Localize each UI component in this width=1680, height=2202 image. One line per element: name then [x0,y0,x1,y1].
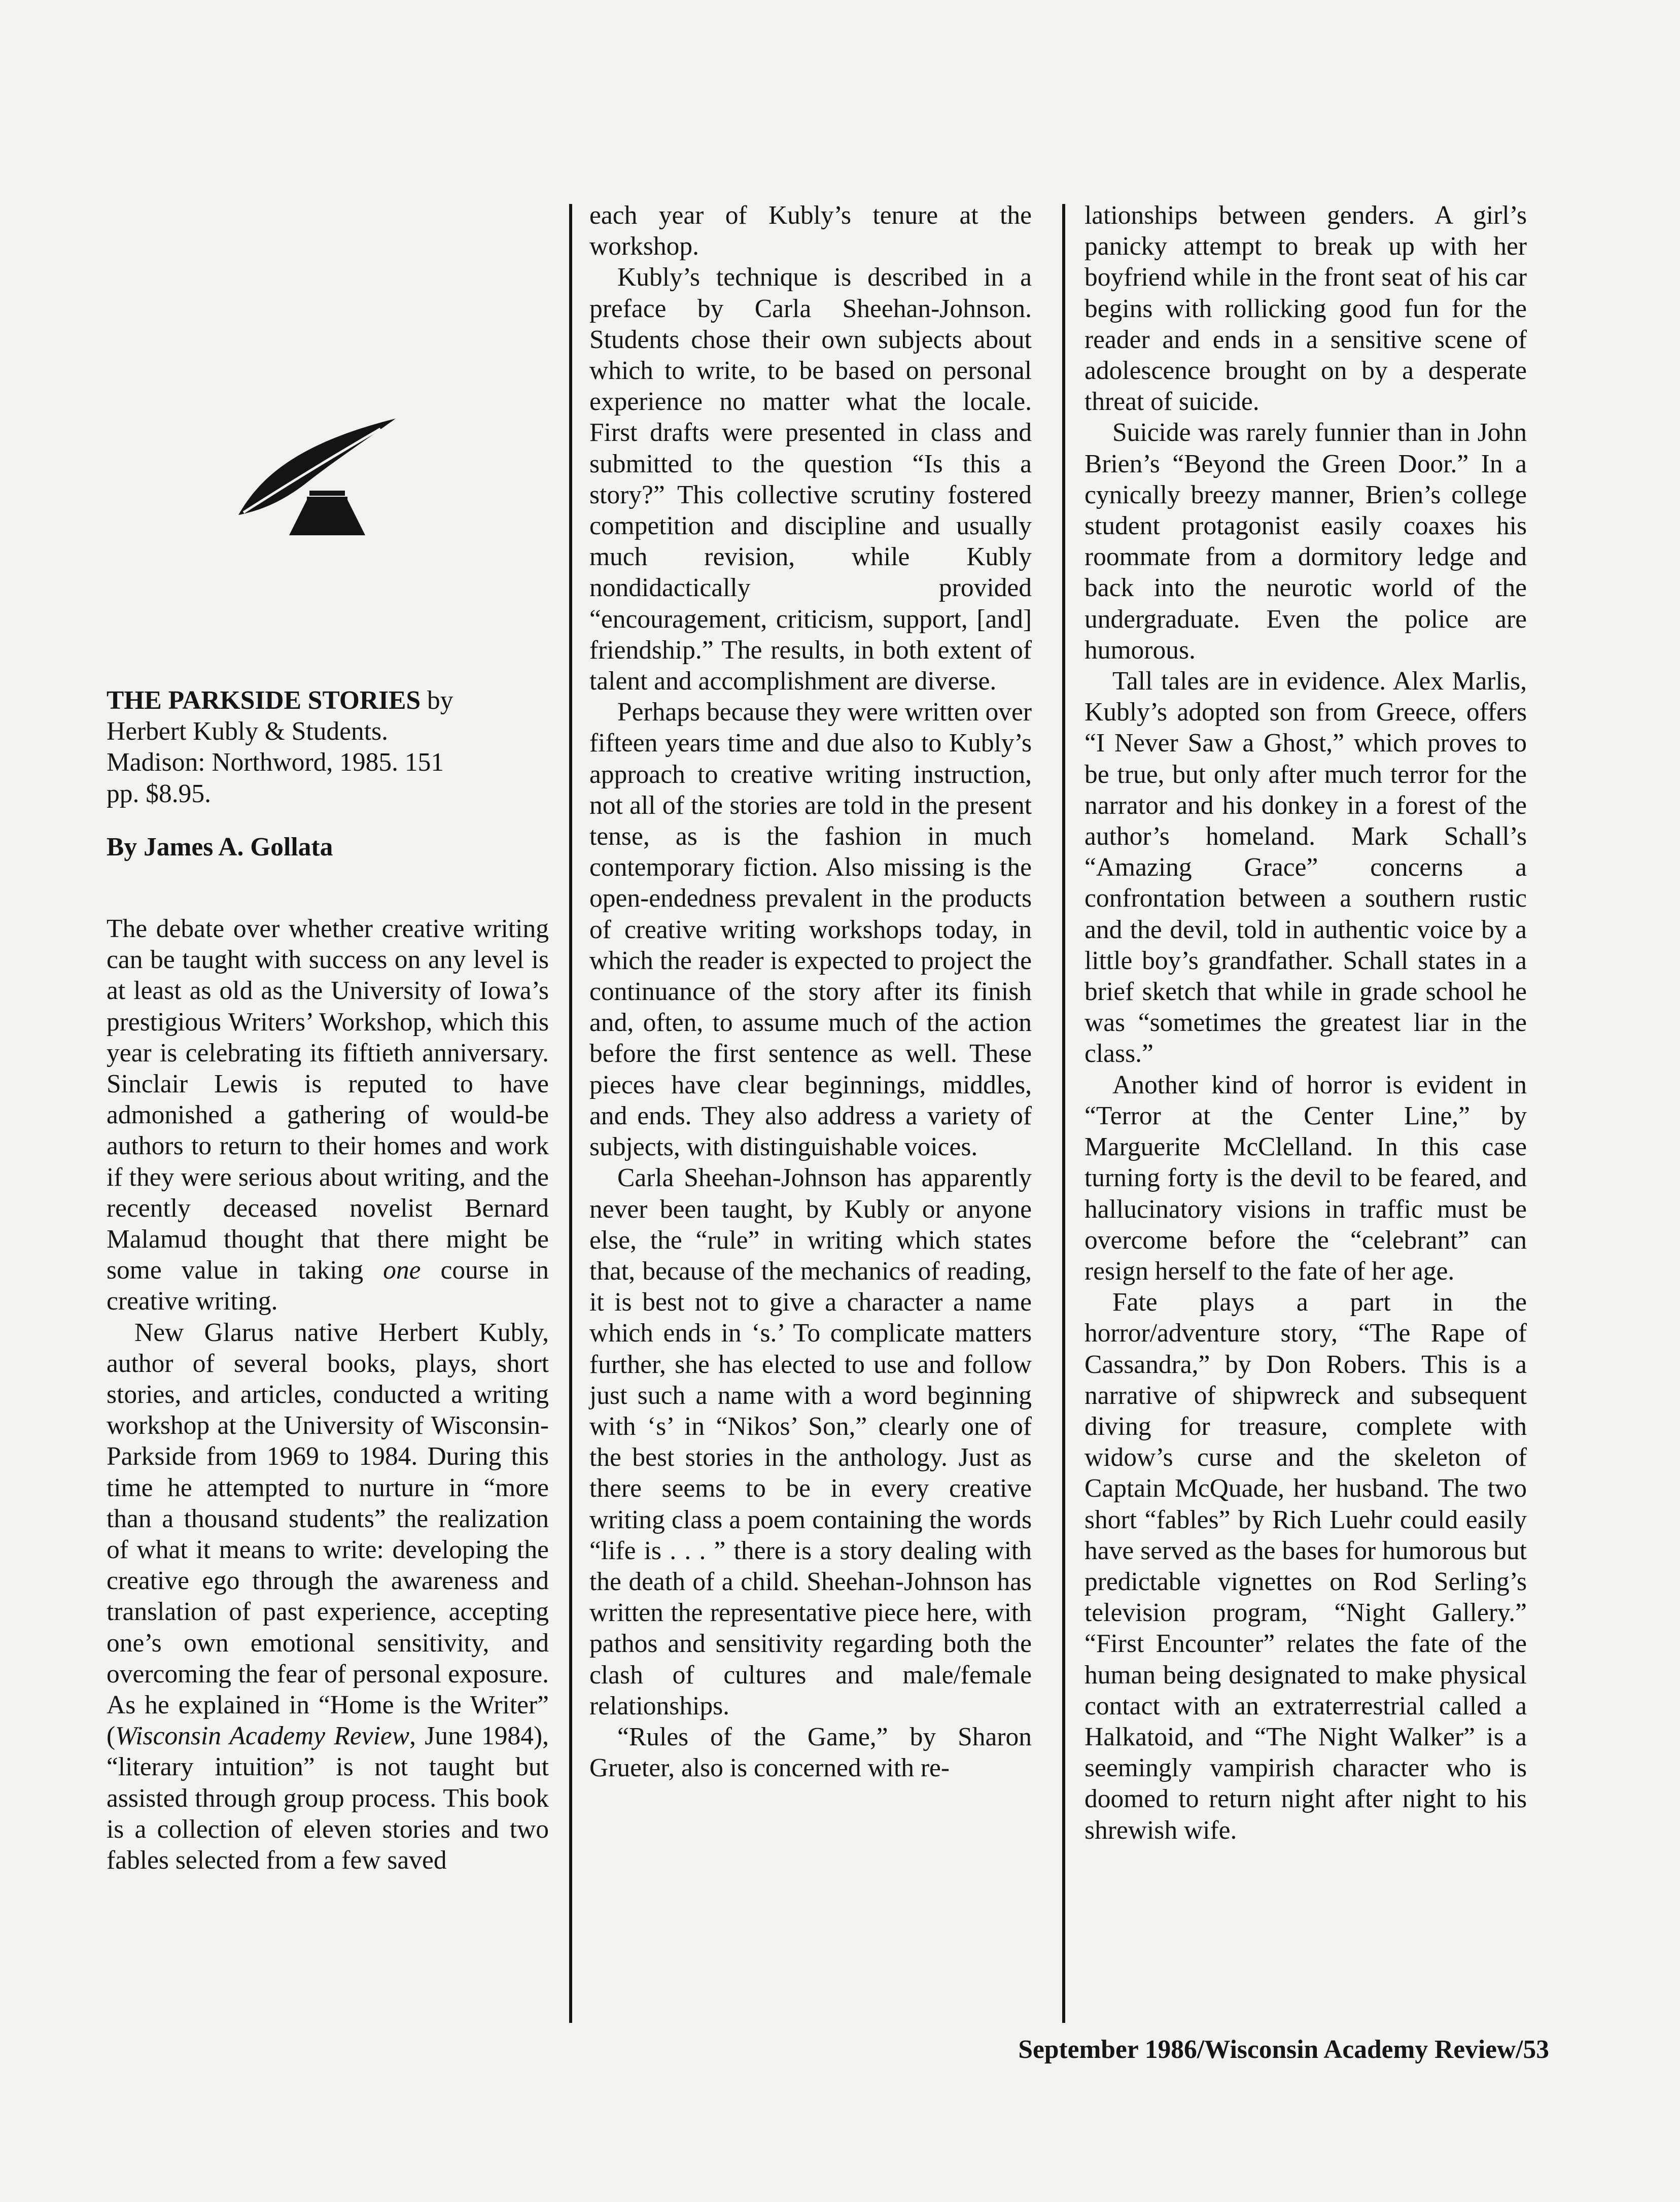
paragraph-text: New Glarus native Herbert Kubly, author of several books, plays, short stories, and articles, conducted a writing workshop at the University of Wisconsin-Parkside from 1969 to 1984. During this time he attempted to nurture in “more than a thousand students” the realization of what it means to write: developing the creative ego through the awareness and translation of past experience, accepting one’s own emotional sensitivity, and overcoming the fear of personal exposure. As he explained in “Home is the Writer” ( [107,1318,549,1751]
book-author: Herbert Kubly & Students. [107,717,388,746]
paragraph-text: The debate over whether creative writing can be taught with success on any level is at least as old as the University of Iowa’s prestigious Writers’ Workshop, which this year is celebrating its fiftieth anniversary. Sinclair Lewis is reputed to have admonished a gathering of would-be authors to return to their homes and work if they were serious about writing, and the recently deceased novelist Bernard Malamud thought that there might be some value in taking [107,914,549,1285]
paragraph: Tall tales are in evidence. Alex Marlis, Kubly’s adopted son from Greece, offers “I Never Saw a Ghost,” which proves to be true, but only after much terror for the narrator and his donkey in a forest of the author’s homeland. Mark Schall’s “Amazing Grace” concerns a confrontation between a southern rustic and the devil, told in authentic voice by a little boy’s grandfather. Schall states in a brief sketch that while in grade school he was “sometimes the greatest liar in the class.” [1084,667,1527,1069]
book-title: THE PARKSIDE STORIES [107,686,421,715]
column-divider [569,204,572,2023]
paragraph: lationships between genders. A girl’s panicky attempt to break up with her boyfriend while in the front seat of his car begins with rollicking good fun for the reader and ends in a sensitive scene of adolescence brought on by a desperate threat of suicide. [1084,201,1527,417]
column-divider [1062,204,1065,2023]
paragraph: each year of Kubly’s tenure at the workshop. [589,201,1032,261]
paragraph: “Rules of the Game,” by Sharon Grueter, also is concerned with re- [589,1722,1032,1783]
paragraph [107,1317,549,1876]
article-column-2 [589,200,1032,1783]
paragraph: Kubly’s technique is described in a preface by Carla Sheehan-Johnson. Students chose their own subjects about which to write, to be based on personal experience no matter what the locale. First drafts were presented in class and submitted to the question “Is this a story?” This collective scrutiny fostered competition and discipline and usually much revision, while Kubly nondidactically provided “encouragement, criticism, support, [and] friendship.” The results, in both extent of talent and accomplishment are diverse. [589,263,1032,696]
reviewer-byline: By James A. Gollata [107,833,333,862]
article-column-1 [107,913,549,1876]
article-column-3 [1084,200,1527,1846]
emphasis-text: one [383,1256,421,1285]
quill-and-inkwell-icon [228,414,401,545]
paragraph-text: course in creative writing. [107,1256,549,1316]
paragraph: Perhaps because they were written over fifteen years time and due also to Kubly’s approach to creative writing instruction, not all of the stories are told in the present tense, as is the fashion in much contemporary fiction. Also missing is the open-endedness prevalent in the products of creative writing workshops today, in which the reader is expected to project the continuance of the story after its finish and, often, to assume much of the action before the first sentence as well. These pieces have clear beginnings, middles, and ends. They also address a variety of subjects, with distinguishable voices. [589,698,1032,1162]
book-price: pp. $8.95. [107,779,211,808]
review-heading [107,685,549,809]
book-publisher: Madison: Northword, 1985. 151 [107,748,444,777]
page-footer: September 1986/Wisconsin Academy Review/53 [1018,2035,1549,2064]
emphasis-text: Wisconsin Academy Review [115,1722,410,1751]
paragraph: Suicide was rarely funnier than in John Brien’s “Beyond the Green Door.” In a cynically breezy manner, Brien’s college student protagonist easily coaxes his roommate from a dormitory ledge and back into the neurotic world of the undergraduate. Even the police are humorous. [1084,418,1527,665]
paragraph [107,913,549,1317]
paragraph: Another kind of horror is evident in “Terror at the Center Line,” by Marguerite McClelland. In this case turning forty is the devil to be feared, and hallucinatory visions in traffic must be overcome before the “celebrant” can resign herself to the fate of her age. [1084,1070,1527,1286]
paragraph-text: , June 1984), “literary intuition” is not taught but assisted through group process. This book is a collection of eleven stories and two fables selected from a few saved [107,1722,549,1875]
paragraph: Fate plays a part in the horror/adventure story, “The Rape of Cassandra,” by Don Robers. This is a narrative of shipwreck and subsequent diving for treasure, complete with widow’s curse and the skeleton of Captain McQuade, her husband. The two short “fables” by Rich Luehr could easily have served as the bases for humorous but predictable vignettes on Rod Serling’s television program, “Night Gallery.” “First Encounter” relates the fate of the human being designated to make physical contact with an extraterrestrial called a Halkatoid, and “The Night Walker” is a seemingly vampirish character who is doomed to return night after night to his shrewish wife. [1084,1288,1527,1845]
paragraph: Carla Sheehan-Johnson has apparently never been taught, by Kubly or anyone else, the “rule” in writing which states that, because of the mechanics of reading, it is best not to give a character a name which ends in ‘s.’ To complicate matters further, she has elected to use and follow just such a name with a word beginning with ‘s’ in “Nikos’ Son,” clearly one of the best stories in the anthology. Just as there seems to be in every creative writing class a poem containing the words “life is . . . ” there is a story dealing with the death of a child. Sheehan-Johnson has written the representative piece here, with pathos and sensitivity regarding both the clash of cultures and male/female relationships. [589,1163,1032,1721]
book-title-by: by [421,686,453,715]
